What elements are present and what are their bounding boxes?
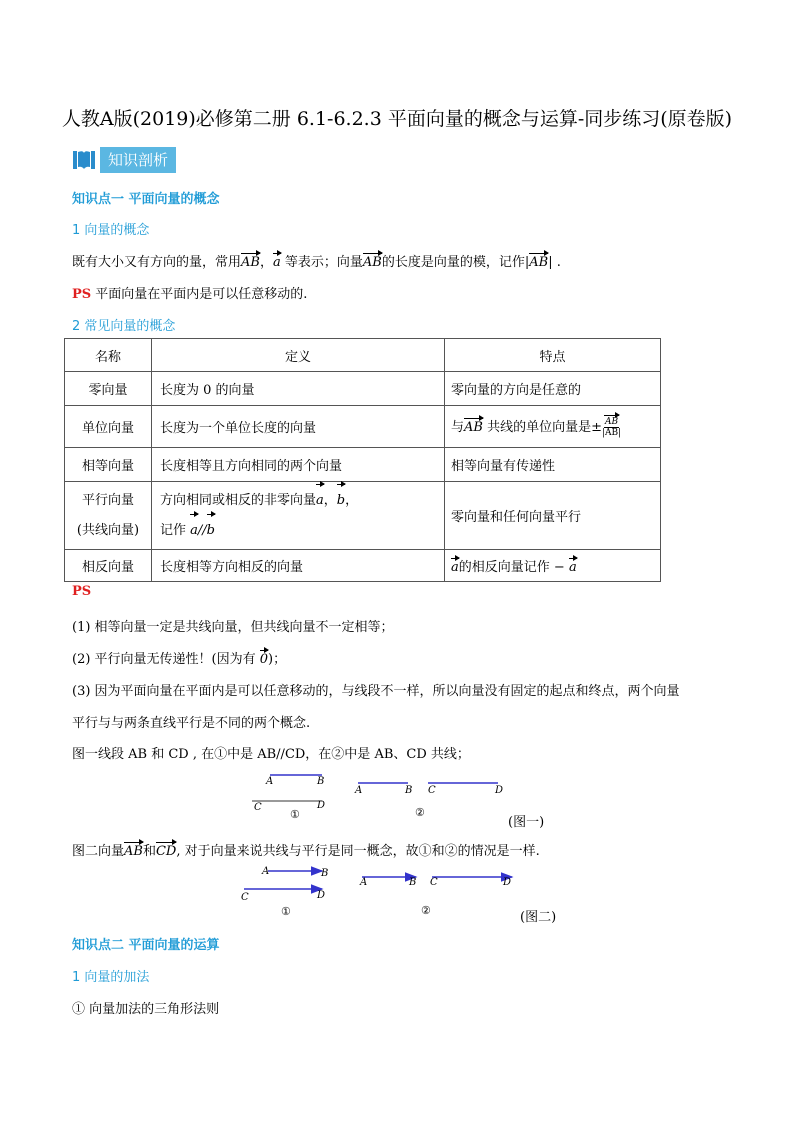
figure-2-diagram [230,862,530,902]
section2-sub1: 1 向量的加法 [72,970,150,985]
fig1-number-2: ② [415,806,425,819]
fig2-caption: (图二) [520,910,557,925]
table-row: 零向量 长度为 0 的向量 零向量的方向是任意的 [65,372,661,406]
vector-ab: AB [362,255,382,270]
fig1-label-c2: C [428,785,436,796]
vector-concepts-table [64,338,661,582]
fig2-label-a2: A [360,877,368,888]
fig1-label-b1: B [317,776,325,787]
fig1-number-1: ① [290,808,300,821]
document-title: 人教A版(2019)必修第二册 6.1-6.2.3 平面向量的概念与运算-同步练习(原卷版) [61,108,733,130]
fig1-label-a2: A [355,785,363,796]
fig1-label-d1: D [317,800,326,811]
fig1-label-c1: C [254,802,262,813]
figure1-description: 图一线段 AB 和 CD , 在①中是 AB//CD，在②中是 AB、CD 共线； [72,747,470,762]
paragraph-vector-concept: 既有大小又有方向的量，常用AB，a 等表示；向量AB的长度是向量的模，记作|AB| . [72,255,561,270]
section2-heading: 知识点二 平面向量的运算 [72,938,220,953]
ps-item-3b: 平行与与两条直线平行是不同的两个概念. [72,716,311,731]
fig1-label-a1: A [266,776,274,787]
fig1-caption: (图一) [508,815,545,830]
vector-ab: AB [241,255,260,270]
table-row: 相反向量 长度相等方向相反的向量 a的相反向量记作 − a [65,550,661,582]
ps-tag-2: PS [72,584,92,599]
table-header-row [65,339,661,372]
table-row: 平行向量 (共线向量) 方向相同或相反的非零向量a，b， 记作 a//b 零向量和任何向量平行 [65,482,661,550]
ps-note-1: PS 平面向量在平面内是可以任意移动的. [72,287,308,302]
ps-item-2: (2) 平行向量无传递性！(因为有 0)； [72,652,287,667]
fig2-label-b2: B [409,877,417,888]
header-name: 名称 [65,339,152,372]
unit-vector-fraction: $\frac{AB}{|AB|}$ [602,416,622,438]
ps-item-3a: (3) 因为平面向量在平面内是可以任意移动的，与线段不一样，所以向量没有固定的起点和终点，两个向量 [72,684,680,699]
vector-ab: AB [464,419,483,435]
fig2-number-2: ② [421,904,431,917]
zero-vector: 0 [259,652,269,667]
header-definition: 定义 [152,339,445,372]
section2-item1: ① 向量加法的三角形法则 [72,1002,220,1017]
fig2-label-a1: A [262,866,270,877]
section1-heading: 知识点一 平面向量的概念 [72,192,220,207]
fig1-label-b2: B [405,785,413,796]
fig1-label-d2: D [495,785,504,796]
header-feature: 特点 [445,339,661,372]
table-row: 相等向量 长度相等且方向相同的两个向量 相等向量有传递性 [65,448,661,482]
section1-sub2: 2 常见向量的概念 [72,319,176,334]
table-row: 单位向量 长度为一个单位长度的向量 与AB 共线的单位向量是± $\frac{AB}{|AB|}$ [65,406,661,448]
fig2-label-d2: D [503,877,512,888]
figure2-description: 图二向量AB和CD, 对于向量来说共线与平行是同一概念，故①和②的情况是一样. [72,844,540,859]
fig2-label-d1: D [317,890,326,901]
fig2-label-b1: B [321,868,329,879]
section-banner [72,146,176,174]
section1-sub1: 1 向量的概念 [72,223,150,238]
fig2-label-c2: C [430,877,438,888]
open-book-icon [72,148,96,172]
vector-a: a [272,255,281,270]
ps-tag: PS [72,287,92,302]
fig2-number-1: ① [281,905,291,918]
ps-item-1: (1) 相等向量一定是共线向量，但共线向量不一定相等； [72,620,394,635]
fig2-label-c1: C [241,892,249,903]
banner-label: 知识剖析 [100,147,176,173]
vector-ab: AB [529,255,549,270]
